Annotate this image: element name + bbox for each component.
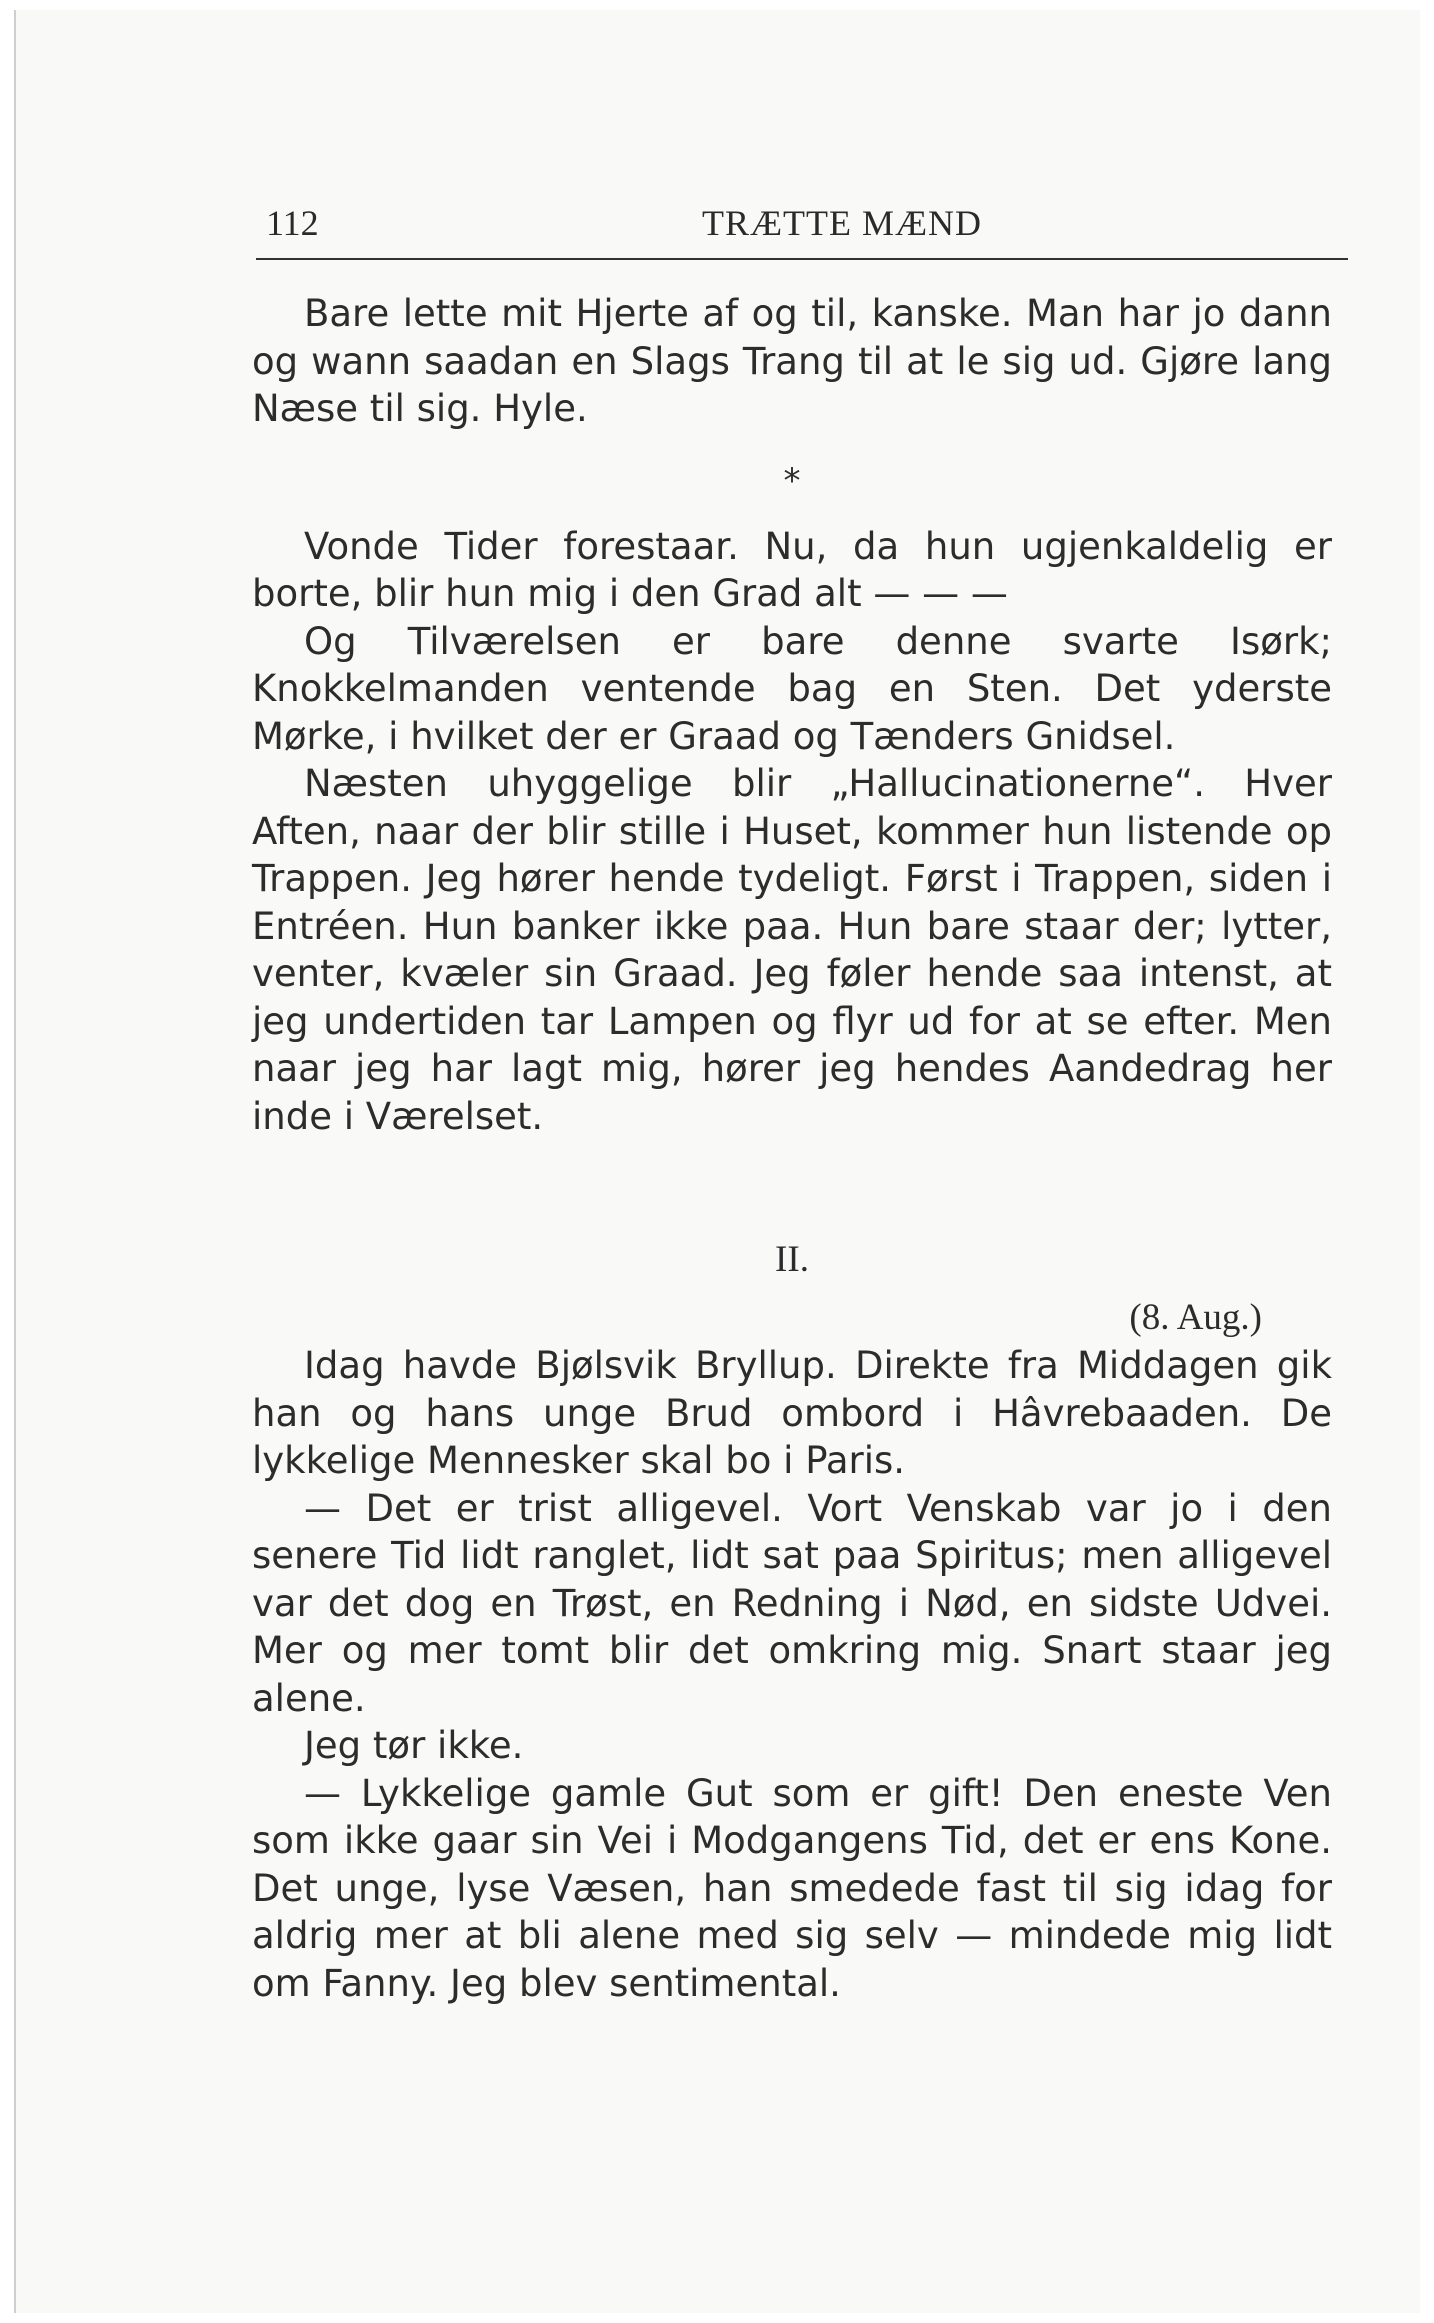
page-header [256, 202, 1348, 260]
paragraph: Jeg tør ikke. [304, 1724, 524, 1767]
entry-date: (8. Aug.) [1129, 1297, 1262, 1338]
page-body [252, 290, 1332, 2007]
paragraph: Vonde Tider forestaar. Nu, da hun ugjenkaldelig er borte, blir hun mig i den Grad alt — — — [252, 524, 1332, 615]
section-heading: II. [775, 1239, 809, 1280]
paragraph: Bare lette mit Hjerte af og til, kanske. Man har jo dann og wann saadan en Slags Trang til at le sig ud. Gjøre lang Næse til sig. Hyle. [252, 292, 1332, 430]
paragraph: Næsten uhyggelige blir „Hallucinationerne“. Hver Aften, naar der blir stille i Huset, kommer hun listende op Trappen. Jeg hører hende tydeligt. Først i Trappen, siden i Entréen. Hun banker ikke paa. Hun bare staar der; lytter, venter, kvæler sin Graad. Jeg føler hende saa intenst, at jeg undertiden tar Lampen og flyr ud for at se efter. Men naar jeg har lagt mig, hører jeg hendes Aandedrag her inde i Værelset. [252, 762, 1332, 1138]
page-number: 112 [266, 203, 319, 243]
running-title: TRÆTTE MÆND [702, 203, 982, 243]
paragraph: — Lykkelige gamle Gut som er gift! Den eneste Ven som ikke gaar sin Vei i Modgangens Tid, det er ens Kone. Det unge, lyse Væsen, han smedede fast til sig idag for aldrig mer at bli alene med sig selv — mindede mig lidt om Fanny. Jeg blev sentimental. [252, 1771, 1332, 2005]
paragraph: Og Tilværelsen er bare denne svarte Isørk; Knokkelmanden ventende bag en Sten. Det yderste Mørke, i hvilket der er Graad og Tænders Gnidsel. [252, 619, 1332, 758]
section-asterisk: * [783, 460, 801, 501]
paragraph: — Det er trist alligevel. Vort Venskab var jo i den senere Tid lidt ranglet, lidt sat paa Spiritus; men alligevel var det dog en Trøst, en Redning i Nød, en sidste Udvei. Mer og mer tomt blir det omkring mig. Snart staar jeg alene. [252, 1486, 1332, 1720]
paragraph: Idag havde Bjølsvik Bryllup. Direkte fra Middagen gik han og hans unge Brud ombord i Hâvrebaaden. De lykkelige Mennesker skal bo i Paris. [252, 1344, 1332, 1482]
